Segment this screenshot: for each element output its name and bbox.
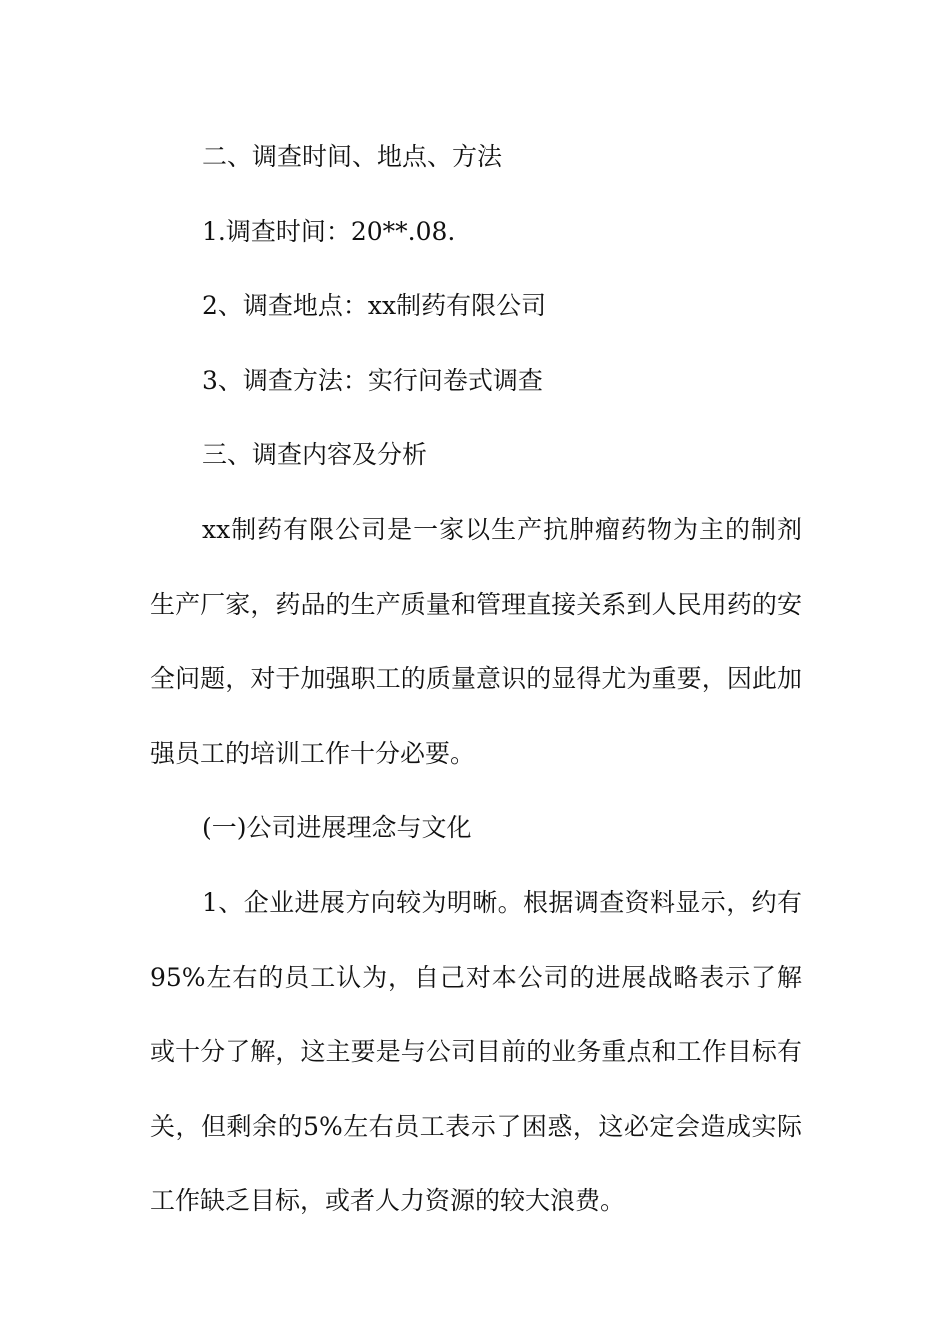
- subsection-heading-company-philosophy: (一)公司进展理念与文化: [202, 813, 472, 843]
- development-direction-paragraph: 1、企业进展方向较为明晰。根据调查资料显示，约有95%左右的员工认为，自己对本公司的进展战略表示了解或十分了解，这主要是与公司目前的业务重点和工作目标有关，但剩余的5%左右员工表示了困惑，这必定会造成实际工作缺乏目标，或者人力资源的较大浪费。: [150, 887, 802, 1216]
- survey-time-item: 1.调查时间：20**.08.: [202, 216, 456, 246]
- survey-method-item: 3、调查方法：实行问卷式调查: [202, 365, 543, 395]
- company-intro-paragraph: xx制药有限公司是一家以生产抗肿瘤药物为主的制剂生产厂家，药品的生产质量和管理直接关系到人民用药的安全问题，对于加强职工的质量意识的显得尤为重要，因此加强员工的培训工作十分必要。: [150, 514, 802, 768]
- section-heading-survey-time-place-method: 二、调查时间、地点、方法: [202, 142, 503, 171]
- section-heading-survey-content-analysis: 三、调查内容及分析: [202, 440, 428, 470]
- document-body: [150, 120, 802, 1239]
- survey-location-item: 2、调查地点：xx制药有限公司: [202, 291, 547, 321]
